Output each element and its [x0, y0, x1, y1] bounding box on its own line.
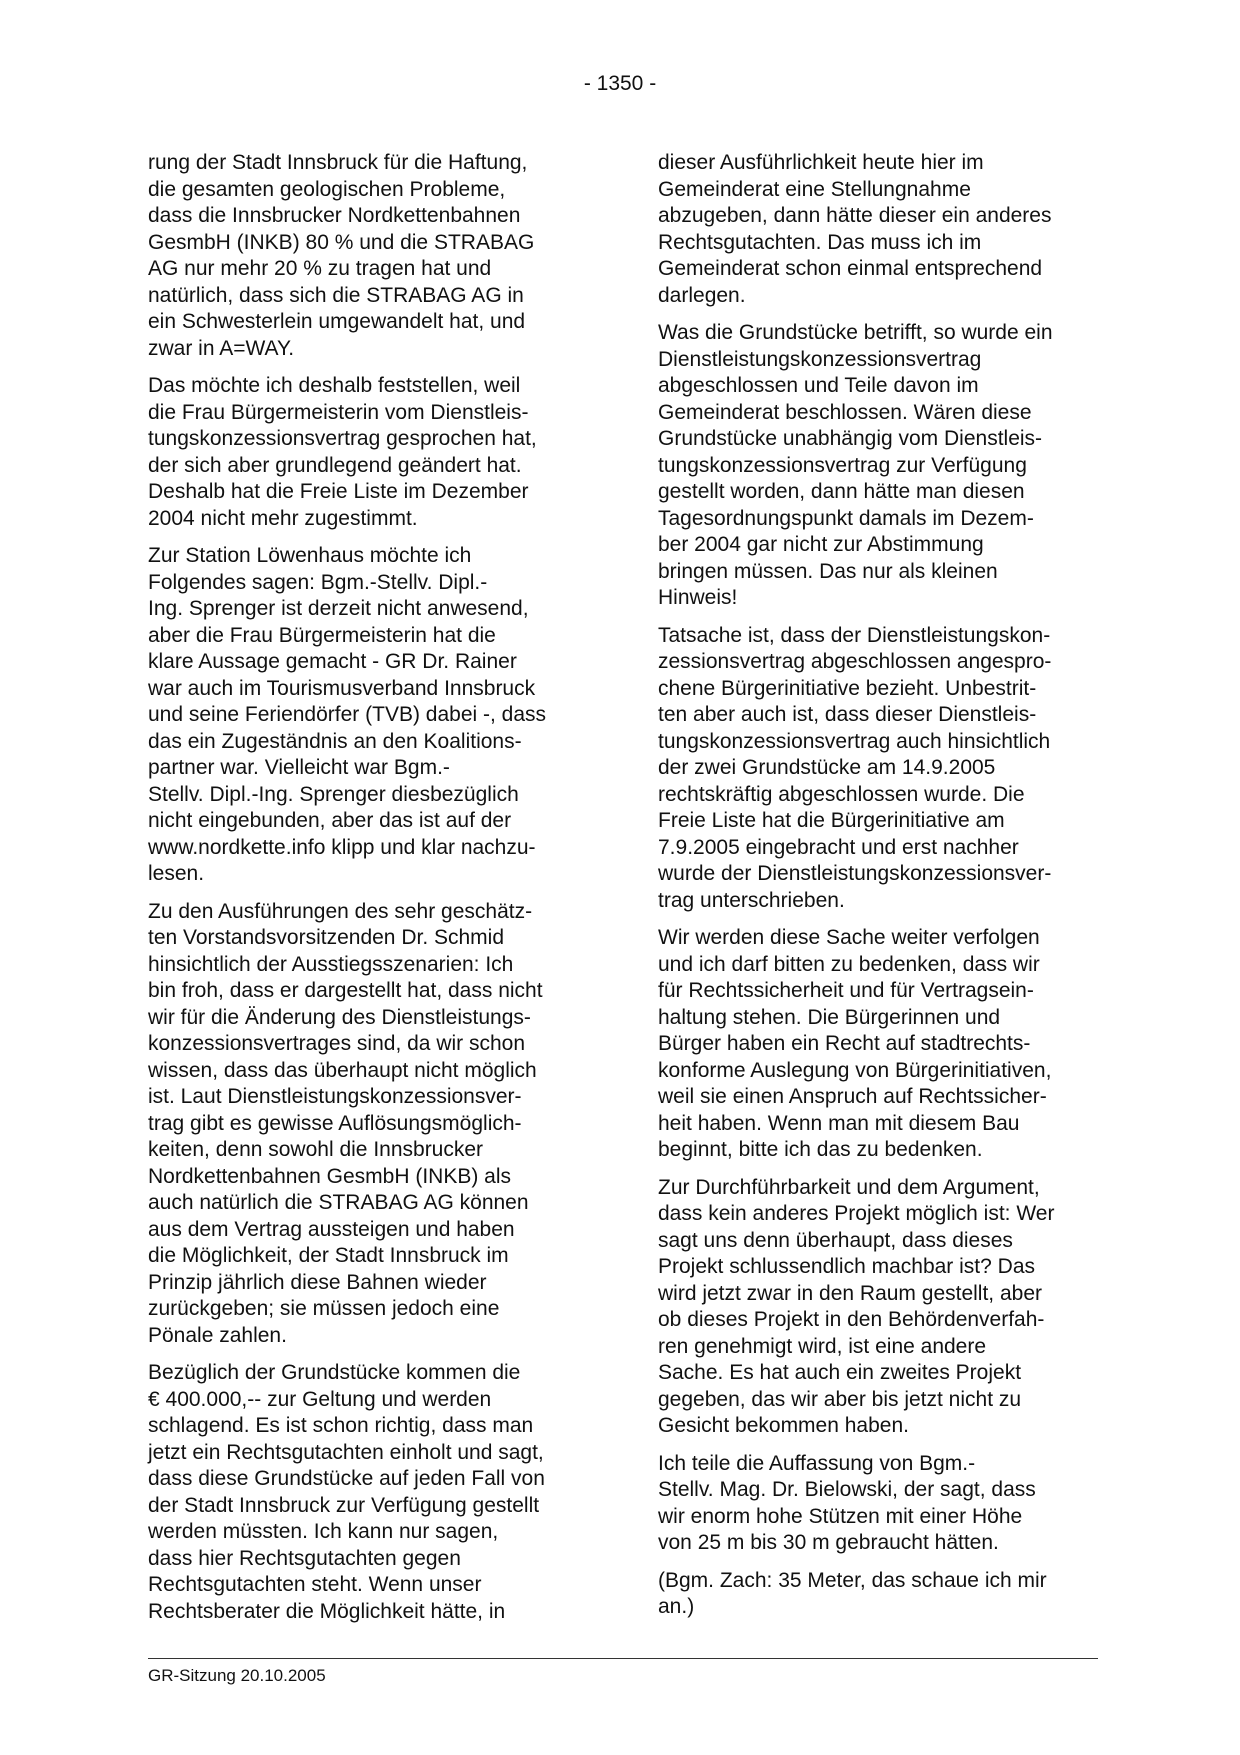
paragraph: Zur Station Löwenhaus möchte ich Folgendes sagen: Bgm.-Stellv. Dipl.- Ing. Sprenger ist derzeit nicht anwesend, aber die Frau Bürgermeisterin hat die klare Aussage gemacht - GR Dr. Rainer war auch im Tourismusverband Innsbruck und seine Feriendörfer (TVB) dabei -, dass das ein Zugeständnis an den Koalitions- partner war. Vielleicht war Bgm.- Stellv. Dipl.-Ing. Sprenger diesbezüglich nicht eingebunden, aber das ist auf der www.nordkette.info klipp und klar nachzu- lesen. [148, 544, 547, 885]
paragraph: Zu den Ausführungen des sehr geschätz- ten Vorstandsvorsitzenden Dr. Schmid hinsichtlich der Ausstiegsszenarien: Ich bin froh, dass er dargestellt hat, dass nicht wir für die Änderung des Dienstleistungs- konzessionsvertrages sind, da wir schon wissen, dass das überhaupt nicht möglich ist. Laut Dienstleistungskonzessionsver- trag gibt es gewisse Auflösungsmöglich- keiten, denn sowohl die Innsbrucker Nordkettenbahnen GesmbH (INKB) als auch natürlich die STRABAG AG können aus dem Vertrag aussteigen und haben die Möglichkeit, der Stadt Innsbruck im Prinzip jährlich diese Bahnen wieder zurückgeben; sie müssen jedoch eine Pönale zahlen. [148, 899, 543, 1347]
right-column [658, 150, 1098, 1632]
paragraph: Wir werden diese Sache weiter verfolgen und ich darf bitten zu bedenken, dass wir für Rechtssicherheit und für Vertragsein- haltung stehen. Die Bürgerinnen und Bürger haben ein Recht auf stadtrechts- konforme Auslegung von Bürgerinitiativen, weil sie einen Anspruch auf Rechtssicher- heit haben. Wenn man mit diesem Bau beginnt, bitte ich das zu bedenken. [658, 926, 1052, 1161]
paragraph: Das möchte ich deshalb feststellen, weil die Frau Bürgermeisterin vom Dienstleis- tungskonzessionsvertrag gesprochen hat, der sich aber grundlegend geändert hat. Deshalb hat die Freie Liste im Dezember 2004 nicht mehr zugestimmt. [148, 374, 537, 530]
paragraph: Bezüglich der Grundstücke kommen die € 400.000,-- zur Geltung und werden schlagend. Es ist schon richtig, dass man jetzt ein Rechtsgutachten einholt und sagt, dass diese Grundstücke auf jeden Fall von der Stadt Innsbruck zur Verfügung gestellt werden müssten. Ich kann nur sagen, dass hier Rechtsgutachten gegen Rechtsgutachten steht. Wenn unser Rechtsberater die Möglichkeit hätte, in [148, 1361, 545, 1623]
footer-session-date: GR-Sitzung 20.10.2005 [148, 1666, 326, 1685]
paragraph: rung der Stadt Innsbruck für die Haftung, die gesamten geologischen Probleme, dass die Innsbrucker Nordkettenbahnen GesmbH (INKB) 80 % und die STRABAG AG nur mehr 20 % zu tragen hat und natürlich, dass sich die STRABAG AG in ein Schwesterlein umgewandelt hat, und zwar in A=WAY. [148, 151, 535, 360]
paragraph: Ich teile die Auffassung von Bgm.- Stellv. Mag. Dr. Bielowski, der sagt, dass wir enorm hohe Stützen mit einer Höhe von 25 m bis 30 m gebraucht hätten. [658, 1451, 1036, 1554]
paragraph: Zur Durchführbarkeit und dem Argument, dass kein anderes Projekt möglich ist: Wer sagt uns denn überhaupt, dass dieses Projekt schlussendlich machbar ist? Das wird jetzt zwar in den Raum gestellt, aber ob dieses Projekt in den Behördenverfah- ren genehmigt wird, ist eine andere Sache. Es hat auch ein zweites Projekt gegeben, das wir aber bis jetzt nicht zu Gesicht bekommen haben. [658, 1175, 1055, 1437]
left-column [148, 150, 588, 1636]
paragraph: dieser Ausführlichkeit heute hier im Gemeinderat eine Stellungnahme abzugeben, dann hätte dieser ein anderes Rechtsgutachten. Das muss ich im Gemeinderat schon einmal entsprechend darlegen. [658, 151, 1052, 307]
paragraph: Was die Grundstücke betrifft, so wurde ein Dienstleistungskonzessionsvertrag abgeschlossen und Teile davon im Gemeinderat beschlossen. Wären diese Grundstücke unabhängig vom Dienstleis- tungskonzessionsvertrag zur Verfügung gestellt worden, dann hätte man diesen Tagesordnungspunkt damals im Dezem- ber 2004 gar nicht zur Abstimmung bringen müssen. Das nur als kleinen Hinweis! [658, 321, 1053, 609]
paragraph: Tatsache ist, dass der Dienstleistungskon- zessionsvertrag abgeschlossen angespro- chene Bürgerinitiative bezieht. Unbestrit- ten aber auch ist, dass dieser Dienstleis- tungskonzessionsvertrag auch hinsichtlich der zwei Grundstücke am 14.9.2005 rechtskräftig abgeschlossen wurde. Die Freie Liste hat die Bürgerinitiative am 7.9.2005 eingebracht und erst nachher wurde der Dienstleistungskonzessionsver- trag unterschrieben. [658, 623, 1052, 912]
paragraph: (Bgm. Zach: 35 Meter, das schaue ich mir an.) [658, 1568, 1047, 1618]
footer-divider [148, 1658, 1098, 1659]
page-number: - 1350 - [583, 72, 657, 95]
